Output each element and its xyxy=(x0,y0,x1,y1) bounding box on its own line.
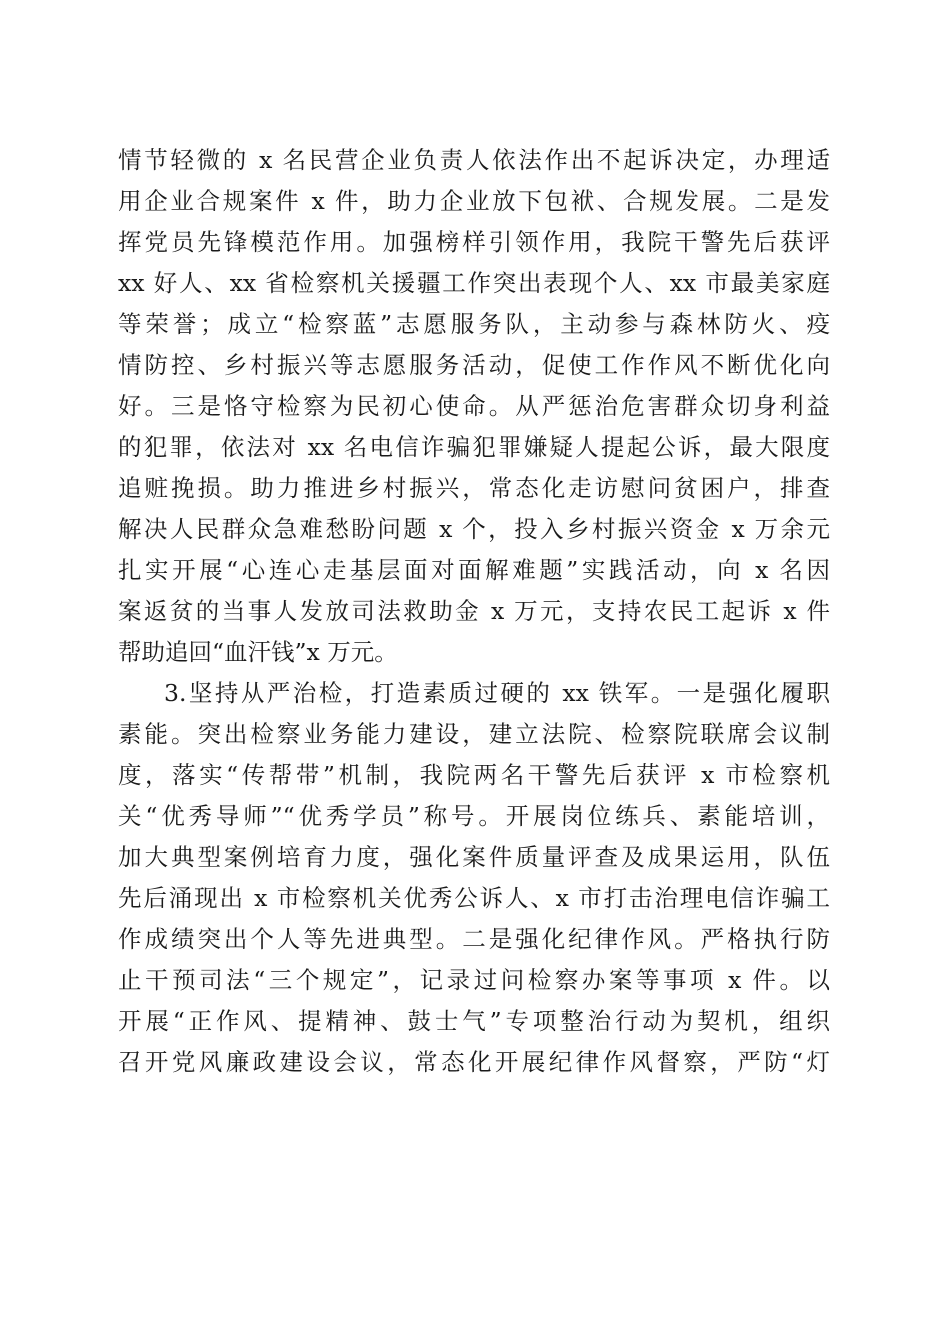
paragraph-1-line: 扎实开展“心连心走基层面对面解难题”实践活动，向 x 名因 xyxy=(118,556,830,584)
paragraph-1-line: 情防控、乡村振兴等志愿服务活动，促使工作作风不断优化向 xyxy=(118,351,830,379)
paragraph-2-line: 加大典型案例培育力度，强化案件质量评查及成果运用，队伍 xyxy=(118,843,830,871)
paragraph-2-line: 关“优秀导师”“优秀学员”称号。开展岗位练兵、素能培训， xyxy=(118,802,830,830)
paragraph-1-line: 情节轻微的 x 名民营企业负责人依法作出不起诉决定，办理适 xyxy=(118,146,830,174)
paragraph-1-line: xx 好人、xx 省检察机关援疆工作突出表现个人、xx 市最美家庭 xyxy=(118,269,830,297)
paragraph-2-line: 度，落实“传帮带”机制，我院两名干警先后获评 x 市检察机 xyxy=(118,761,830,789)
paragraph-2-line: 先后涌现出 x 市检察机关优秀公诉人、x 市打击治理电信诈骗工 xyxy=(118,884,830,912)
paragraph-1-line: 用企业合规案件 x 件，助力企业放下包袱、合规发展。二是发 xyxy=(118,187,830,215)
paragraph-2-line: 召开党风廉政建设会议，常态化开展纪律作风督察，严防“灯 xyxy=(118,1048,830,1076)
paragraph-2-line: 止干预司法“三个规定”，记录过问检察办案等事项 x 件。以 xyxy=(118,966,830,994)
paragraph-1-line: 案返贫的当事人发放司法救助金 x 万元，支持农民工起诉 x 件 xyxy=(118,597,830,625)
paragraph-2-line: 3.坚持从严治检，打造素质过硬的 xx 铁军。一是强化履职 xyxy=(164,679,830,707)
paragraph-1-line: 好。三是恪守检察为民初心使命。从严惩治危害群众切身利益 xyxy=(118,392,830,420)
paragraph-2-line: 作成绩突出个人等先进典型。二是强化纪律作风。严格执行防 xyxy=(118,925,830,953)
paragraph-2-line: 素能。突出检察业务能力建设，建立法院、检察院联席会议制 xyxy=(118,720,830,748)
paragraph-1-line: 挥党员先锋模范作用。加强榜样引领作用，我院干警先后获评 xyxy=(118,228,830,256)
paragraph-1-line: 追赃挽损。助力推进乡村振兴，常态化走访慰问贫困户，排查 xyxy=(118,474,830,502)
paragraph-2-line: 开展“正作风、提精神、鼓士气”专项整治行动为契机，组织 xyxy=(118,1007,830,1035)
paragraph-1-line: 帮助追回“血汗钱”x 万元。 xyxy=(118,638,398,666)
paragraph-1-line: 的犯罪，依法对 xx 名电信诈骗犯罪嫌疑人提起公诉，最大限度 xyxy=(118,433,830,461)
body-text xyxy=(118,140,830,1083)
paragraph-1-line: 等荣誉；成立“检察蓝”志愿服务队，主动参与森林防火、疫 xyxy=(118,310,830,338)
paragraph-1-line: 解决人民群众急难愁盼问题 x 个，投入乡村振兴资金 x 万余元 xyxy=(118,515,830,543)
